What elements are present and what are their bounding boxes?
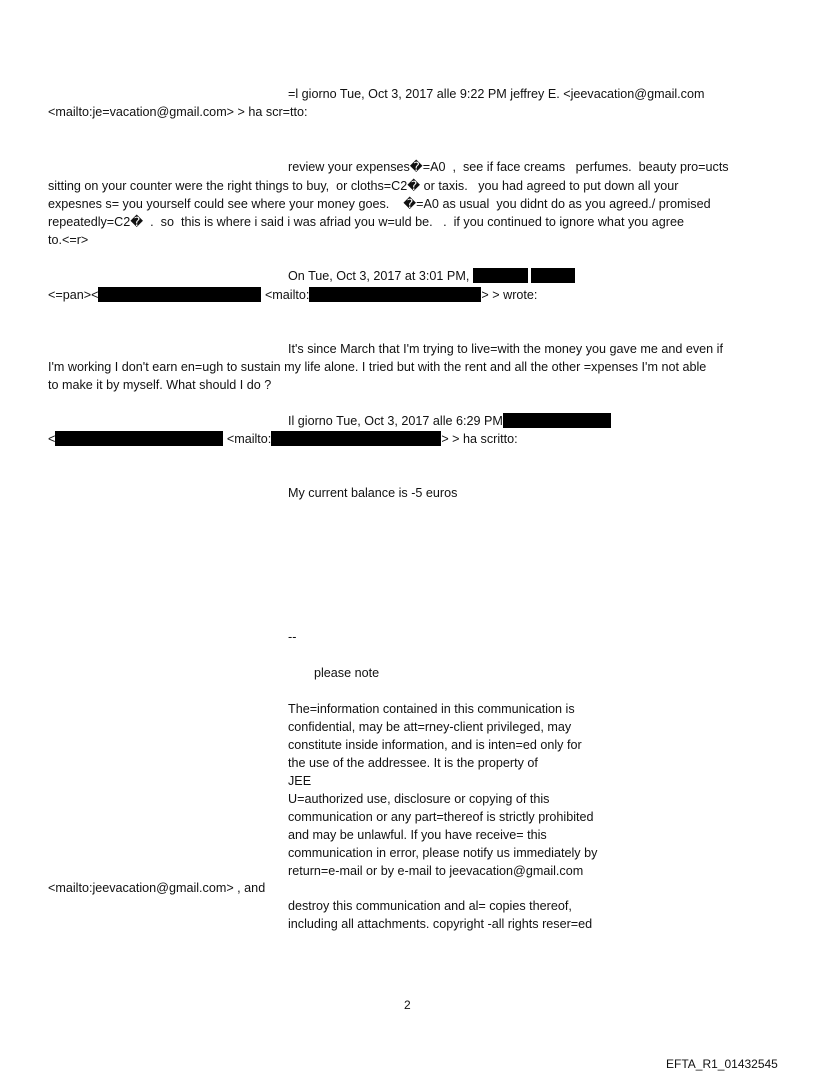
disclaimer-heading: please note — [314, 666, 380, 680]
disclaimer-line: return=e-mail or by e-mail to jeevacation@gmail.com — [288, 864, 584, 878]
disclaimer-line: The=information contained in this communication is — [288, 702, 575, 716]
redaction-bar — [473, 268, 528, 283]
disclaimer-mailto: <mailto:jeevacation@gmail.com> , and — [48, 881, 266, 895]
disclaimer-line: U=authorized use, disclosure or copying of this — [288, 792, 550, 806]
disclaimer-line: communication or any part=thereof is strictly prohibited — [288, 810, 594, 824]
redaction-bar — [98, 287, 261, 302]
quote-header-line: Il giorno Tue, Oct 3, 2017 alle 6:29 PM — [288, 412, 611, 430]
body-line: expesnes s= you yourself could see where your money goes. �=A0 as usual you didnt do as you agreed./ promised — [48, 197, 711, 211]
bates-id: EFTA_R1_01432545 — [666, 1057, 778, 1071]
quote-header-mailto: < <mailto: > > ha scritto: — [48, 432, 518, 446]
disclaimer-line: destroy this communication and al= copies thereof, — [288, 899, 572, 913]
reply-header-mailto: <mailto:je=vacation@gmail.com> > ha scr=tto: — [48, 105, 308, 119]
signature-separator: -- — [288, 630, 297, 644]
quote-header-mailto: <=pan>< <mailto: > > wrote: — [48, 288, 538, 302]
redaction-bar — [55, 431, 223, 446]
quoted-body-line: to make it by myself. What should I do ? — [48, 378, 272, 392]
redaction-bar — [271, 431, 441, 446]
page-number: 2 — [404, 998, 411, 1012]
disclaimer-line: including all attachments. copyright -all rights reser=ed — [288, 917, 593, 931]
redaction-bar — [503, 413, 611, 428]
quoted-body-line: My current balance is -5 euros — [288, 486, 458, 500]
reply-header-line: =l giorno Tue, Oct 3, 2017 alle 9:22 PM jeffrey E. <jeevacation@gmail.com — [288, 87, 705, 101]
disclaimer-line: communication in error, please notify us immediately by — [288, 846, 598, 860]
redaction-bar — [531, 268, 575, 283]
redaction-bar — [309, 287, 481, 302]
disclaimer-line: the use of the addressee. It is the property of — [288, 756, 538, 770]
disclaimer-line: JEE — [288, 774, 312, 788]
disclaimer-line: constitute inside information, and is inten=ed only for — [288, 738, 582, 752]
disclaimer-line: and may be unlawful. If you have receive= this — [288, 828, 547, 842]
body-line: sitting on your counter were the right things to buy, or cloths=C2� or taxis. you had agreed to put down all your — [48, 179, 679, 193]
body-line: to.<=r> — [48, 233, 89, 247]
quote-header-line: On Tue, Oct 3, 2017 at 3:01 PM, — [288, 267, 575, 285]
quoted-body-line: I'm working I don't earn en=ugh to sustain my life alone. I tried but with the rent and all the other =xpenses I'm not able — [48, 360, 707, 374]
quoted-body-line: It's since March that I'm trying to live=with the money you gave me and even if — [288, 342, 723, 356]
body-line: review your expenses�=A0 , see if face creams perfumes. beauty pro=ucts — [288, 160, 729, 174]
disclaimer-line: confidential, may be att=rney-client privileged, may — [288, 720, 572, 734]
body-line: repeatedly=C2� . so this is where i said i was afriad you w=uld be. . if you continued to ignore what you agree — [48, 215, 684, 229]
